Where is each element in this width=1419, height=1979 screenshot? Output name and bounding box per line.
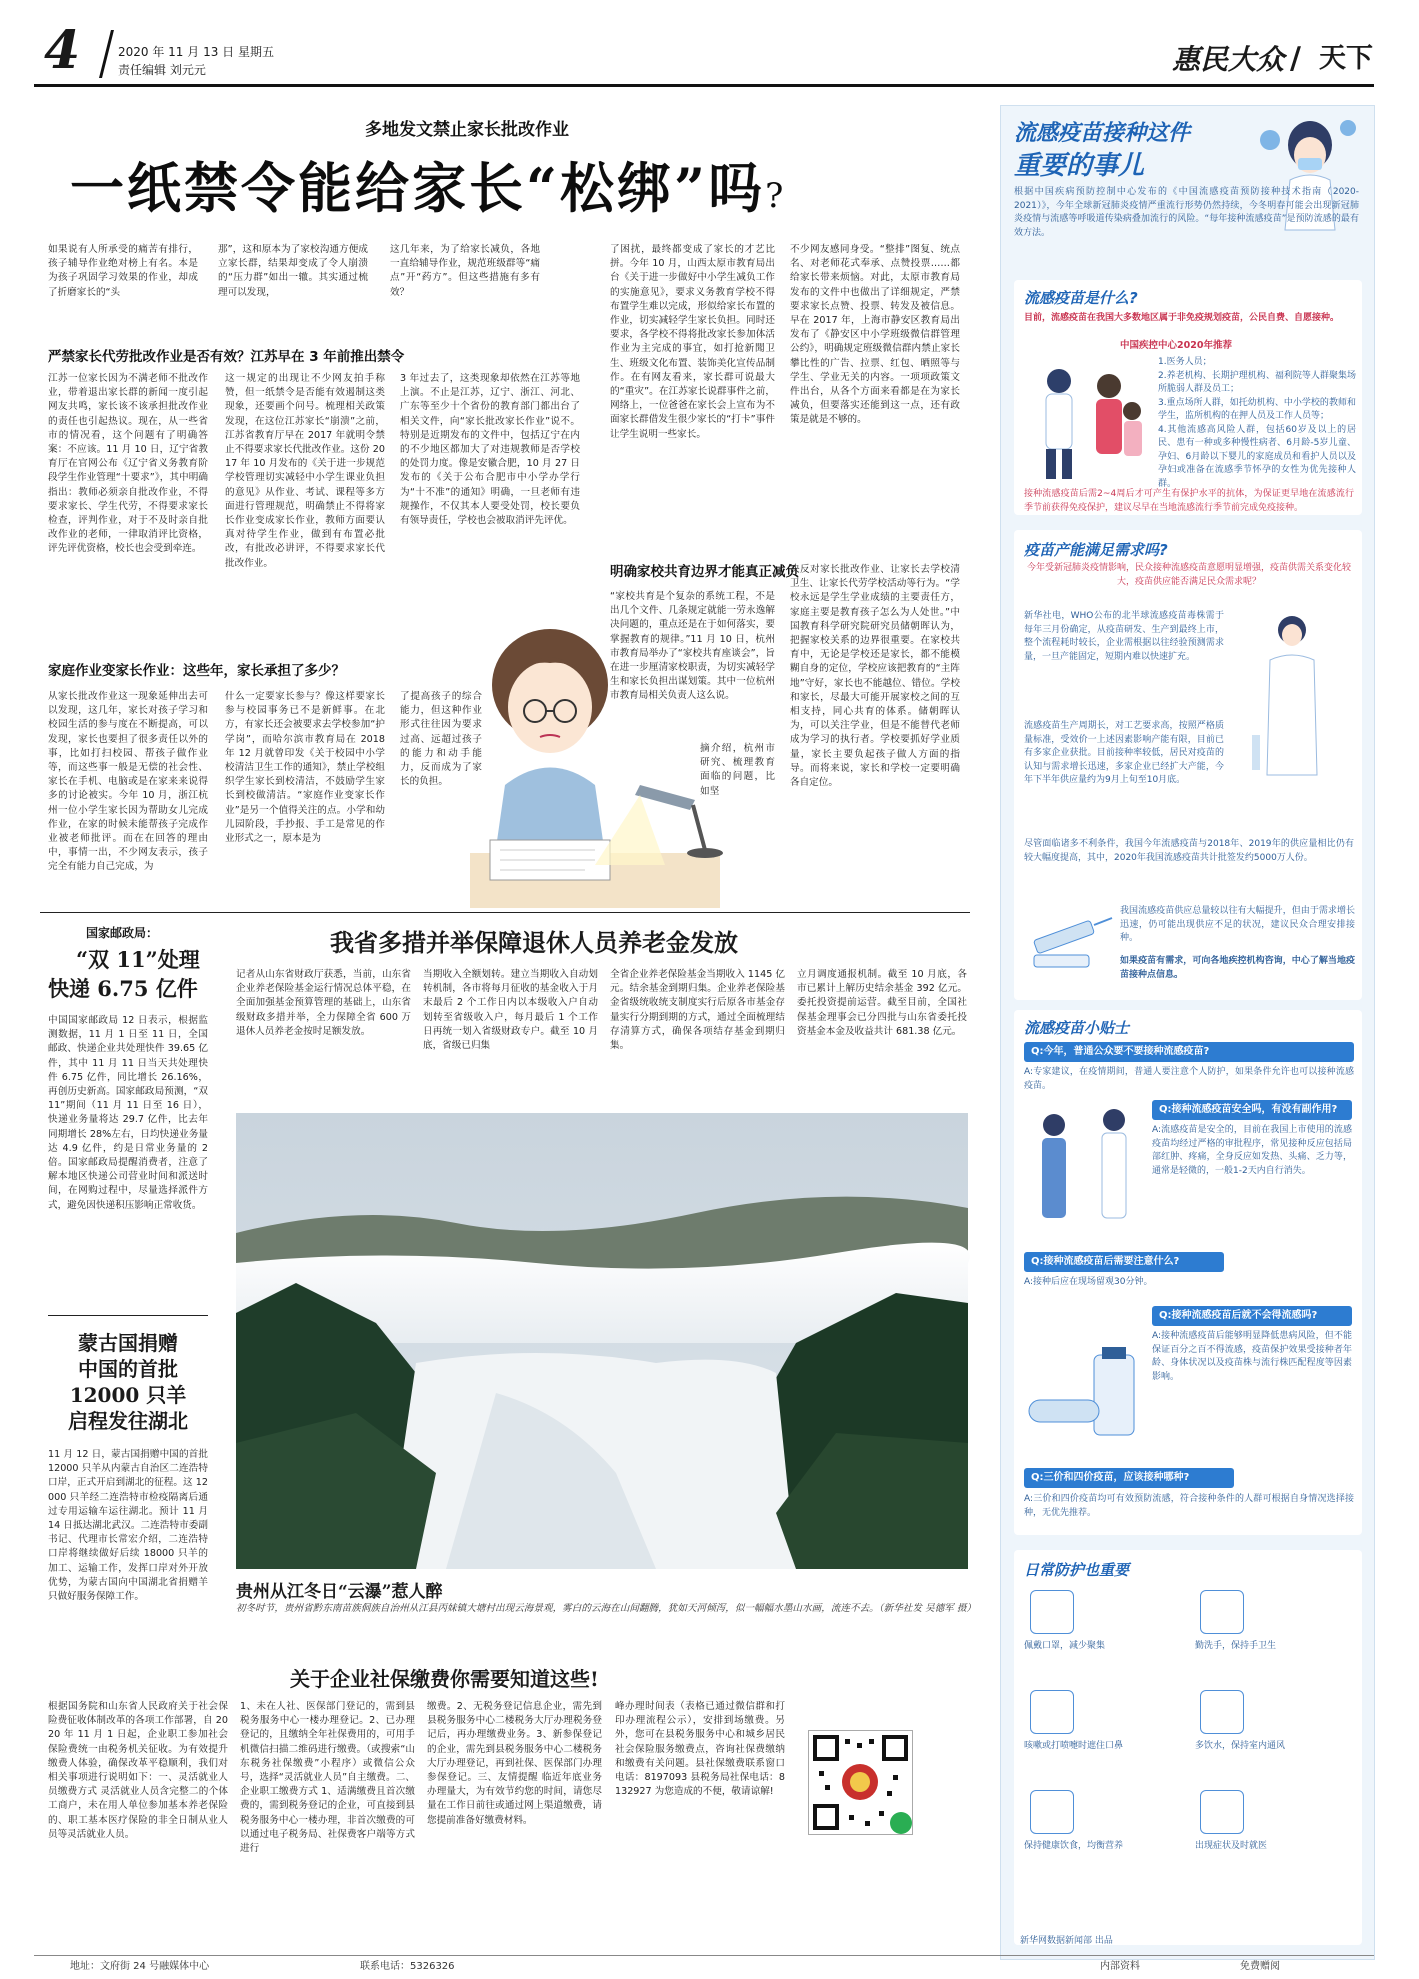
- page-number: 4: [44, 20, 81, 81]
- faq-question-3[interactable]: Q:接种流感疫苗后需要注意什么?: [1024, 1252, 1224, 1272]
- editor-credit: 责任编辑 刘元元: [118, 63, 206, 77]
- card1-list: 1.医务人员； 2.养老机构、长期护理机构、福利院等人群聚集场所脆弱人群及员工； 3.重点场所人群，如托幼机构、中小学校的教师和学生，监所机构的在押人员及工作人员等； 4.其他流感高风险人群，包括60岁及以上的居民、患有一种或多种慢性病者、6月龄-5岁儿童、孕妇、6月龄以下婴儿的家庭成员和看护人员以及孕妇或准备在流感季节怀孕的女性为优先接种人群。: [1158, 357, 1356, 489]
- section-name: 天下: [1319, 43, 1373, 74]
- sneeze-icon: [1030, 1690, 1074, 1734]
- tip-5: 保持健康饮食，均衡营养: [1024, 1841, 1124, 1851]
- faq-answer-5: A:三价和四价疫苗均可有效预防流感，符合接种条件的人群可根据自身情况选择接种，无优先推荐。: [1024, 1494, 1354, 1518]
- card2-para-2: 流感疫苗生产周期长，对工艺要求高，按照严格质量标准，受效价一上述因素影响产能有限，目前已有多家企业获批。目前接种率较低，居民对疫苗的认知与需求增长迅速，多家企业已经扩大产能，今年下半年供应量约为9月上旬至10月底。: [1024, 721, 1224, 785]
- masthead-rule: [34, 84, 1374, 87]
- page-number-slash: [76, 30, 114, 78]
- footer-rule: [34, 1955, 1374, 1956]
- card2-para-3: 尽管面临诸多不利条件，我国今年流感疫苗与2018年、2019年的供应量相比仍有较大幅度提高，其中，2020年我国流感疫苗共计批签发约5000万人份。: [1024, 839, 1354, 863]
- footer-address: 地址：文府街 24 号融媒体中心: [70, 1961, 210, 1972]
- tip-4: 多饮水，保持室内通风: [1195, 1741, 1286, 1751]
- pension-col-3: 全省企业养老保险基金当期收入 1145 亿元。结余基金到期归集。企业养老保险基金省级统收统支制度实行后原各市基金存量实行分期到期的方式，通过全面梳理结存清算方式，确保各项结存基金到期归集。: [610, 969, 785, 1052]
- faq-question-2[interactable]: Q:接种流感疫苗安全吗，有没有副作用?: [1152, 1100, 1352, 1120]
- jiangsu-col-1: 江苏一位家长因为不满老师不批改作业，带着退出家长群的新闻一度引起网友共鸣，家长该不该承担批改作业的责任也引起热议。现在，从一些省市的情况看，这个问题有了明确答案：不应该。11 月 10 日，辽宁省教育厅在官网公布《辽宁省义务教育阶段学生作业管理“十要求”》，其中明确指出：教师必须亲自批改作业，不得要求家长、学生代劳，不得要求家长检查，评判作业，对于不及时亲自批改作业的老师，一律取消评比资格，评先评优资格，校长也会受到牵连。: [48, 373, 208, 555]
- pension-col-4: 立月调度通报机制。截至 10 月底，各市已累计上解历史结余基金 392 亿元。委托投资提前运营。截至目前，全国社保基金理事会已分四批与山东省委托投资基金本金及收益共计 681.38 亿元。: [797, 969, 967, 1037]
- social-col-1: 根据国务院和山东省人民政府关于社会保险费征收体制改革的各项工作部署，自 2020 年 11 月 1 日起，企业职工参加社会保险费统一由税务机关征收。为有效提升缴费人体验，确保改革平稳顺利，我们对相关事项进行说明如下：一、灵活就业人员缴费方式 灵活就业人员含完整二的个体工商户，未在用人单位参加基本养老保险的、职工基本医疗保险的非全日制从业人员等灵活就业人员。: [48, 1701, 228, 1840]
- panel-title-1: 流感疫苗接种这件: [1014, 121, 1191, 146]
- mongolia-headline: 蒙古国捐赠 中国的首批 12000 只羊 启程发往湖北: [68, 1331, 188, 1433]
- faq-answer-1: A:专家建议，在疫情期间，普通人要注意个人防护，如果条件允许也可以接种流感疫苗。: [1024, 1067, 1354, 1091]
- card1-lead: 目前，流感疫苗在我国大多数地区属于非免疫规划疫苗，公民自费、自愿接种。: [1024, 313, 1340, 323]
- faq-question-5[interactable]: Q:三价和四价疫苗，应该接种哪种?: [1024, 1468, 1234, 1488]
- food-icon: [1030, 1790, 1074, 1834]
- card2-lead: 今年受新冠肺炎疫情影响，民众接种流感疫苗意愿明显增强，疫苗供需关系变化较大，疫苗供应能否满足民众需求呢？: [1026, 563, 1351, 587]
- jiangsu-col-3: 3 年过去了，这类现象却依然在江苏等地上演。不止是江苏，辽宁、浙江、河北、广东等至少十个省份的教育部门都出台了相关文件，向“家长批改家长作业”说不。特别是近期发布的文件中，包括辽宁在内的不少地区都加大了对违规教师是否学校的处罚力度。像是安徽合肥，10 月 27 日发布的《关于公布合肥市中小学办学行为“十不准”的通知》明确，一旦老师有违规操作，不仅其本人要受处罚，校长要负有领导责任，学校也会被取消评先评优。: [400, 373, 580, 527]
- jiangsu-col-2: 这一规定的出现让不少网友拍手称赞，但一纸禁令是否能有效遏制这类现象，还要画个问号。梳理相关政策发现，在这位江苏家长“崩溃”之前，江苏省教育厅早在 2017 年就明令禁止不得要求家长代批改作业。这份 2017 年 10 月发布的《关于进一步规范学校管理切实减轻中小学生课业负担的意见》从作业、考试、课程等多方面进行管理规范，明确禁止不得将家长作业变成家长作业，教师方面要认真对待学生作业，做到有布置必批改，有批改必讲评，不得要求家长代批改作业。: [225, 373, 385, 569]
- card1-note: 接种流感疫苗后需2~4周后才可产生有保护水平的抗体，为保证更早地在流感流行季节前获得免疫保护，建议尽早在当地流感流行季节前完成免疫接种。: [1024, 489, 1354, 513]
- tip-2: 勤洗手，保持手卫生: [1195, 1641, 1277, 1651]
- newspaper-name: 惠民大众: [1171, 43, 1284, 76]
- family-col-3: 了提高孩子的综合能力，但这种作业形式往往因为要求过高、远超过孩子的能力和动手能力，反而成为了家长的负担。: [400, 691, 482, 788]
- card2-para-4: 我国流感疫苗供应总量较以往有大幅提升，但由于需求增长迅速，仍可能出现供应不足的状况，建议民众合理安排接种。: [1120, 906, 1355, 943]
- subhead-edu: 明确家校共育边界才能真正减负: [610, 564, 799, 580]
- handwash-icon: [1200, 1590, 1244, 1634]
- panel-source: 新华网数据新闻部 出品: [1020, 1936, 1113, 1946]
- edu-col-3: 决反对家长批改作业、让家长去学校清卫生、让家长代劳学校活动等行为。“学校永远是学生学业成绩的主要责任方，家庭主要是教育孩子怎么为人处世。”中国教育科学研究院研究员储朝晖认为，把握家校关系的边界很重要。在家校共育中，无论是学校还是家长，都不能模糊自身的定位，学校应该把教育的“主阵地”守好，家长也不能越位、错位。学校和家长，尽最大可能开展家校之间的互相支持，同心共育的体系。储朝晖认为，可以关注学业，但是不能替代老师成为学习的执行者。学校要抓好学业质量，家长主要负起孩子做人方面的指导。而将来说，家长和学校一定要明确各自定位。: [790, 564, 960, 789]
- section-divider: /: [1290, 41, 1301, 76]
- family-col-1: 从家长批改作业这一现象延伸出去可以发现，这几年，家长对孩子学习和校园生活的参与度在不断提高，可以发现，家长也要担了很多责任以外的事，比如打扫校园、帮孩子做作业等，而这些事一般是无偿的社会性、家长在手机、电脑或是在家来来说得多的讨论被实。今年 10 月，浙江杭州一位小学生家长因为帮助女儿完成作业，在家的时候未能帮孩子完成作业被老师批评。而在在回答的理由中，事情一出，不少网友表示，孩子完全有能力自己完成，为: [48, 691, 208, 873]
- card3-title: 流感疫苗小贴士: [1024, 1019, 1130, 1037]
- lead-col-2: 那”，这和原本为了家校沟通方便成立家长群，结果却变成了令人崩溃的“压力群”如出一辙。其实通过梳理可以发现，: [218, 244, 368, 298]
- edu-col-1: “家校共育是个复杂的系统工程，不是出几个文件、几条规定就能一劳永逸解决问题的，重点还是在于如何落实，要掌握教育的规律。”11 月 10 日，杭州市教育局举办了“家校共育座谈会”，旨在进一步厘清家校职责，为切实减轻学生和家长负担出谋划策。其中一位杭州市教育局相关负责人这么说。: [610, 591, 775, 702]
- mask-icon: [1030, 1590, 1074, 1634]
- card1-subtitle: 中国疾控中心2020年推荐: [1120, 340, 1232, 351]
- mongolia-body: 11 月 12 日，蒙古国捐赠中国的首批 12000 只羊从内蒙古自治区二连浩特口岸，正式开启到湖北的征程。这 12000 只羊经二连浩特市检疫隔离后通过专用运输车运往湖北。预计 11 月 14 日抵达湖北武汉。二连浩特市委副书记、代理市长常宏介绍，二连浩特口岸将继续做好后续 18000 只羊的加工、运输工作，发挥口岸对外开放优势，为蒙古国向中国湖北省捐赠羊只做好服务保障工作。: [48, 1449, 208, 1603]
- panel-intro: 根据中国疾病预防控制中心发布的《中国流感疫苗预防接种技术指南（2020-2021）》，今年全球新冠肺炎疫情严重流行形势仍然持续，今冬明春可能会出现新冠肺炎疫情与流感等呼吸道传染病叠加流行的风险。“每年接种流感疫苗”是预防流感的最有效方法。: [1014, 187, 1359, 238]
- tip-3: 咳嗽或打喷嚏时遮住口鼻: [1024, 1741, 1124, 1751]
- lead-col-1: 如果说有人所承受的痛苦有排行，孩子辅导作业绝对榜上有名。本是为孩子巩固学习效果的作业，却成了折磨家长的“头: [48, 244, 198, 298]
- homework-illustration: [465, 625, 730, 910]
- vaccine-vial-illustration: [1024, 1345, 1149, 1450]
- hospital-icon: [1200, 1790, 1244, 1834]
- ecommerce-body: 中国国家邮政局 12 日表示，根据监测数据，11 月 1 日至 11 日，全国邮政、快递企业共处理快件 39.65 亿件，其中 11 月 11 日当天共处理快件 6.75 亿件，同比增长 26.16%，再创历史新高。国家邮政局预测，“双 11”期间（11 月 11 日至 16 日），快递业务量将达 29.7 亿件，比去年同期增长 28%左右，日均快递业务量达 4.9 亿件，约是日常业务量的 2 倍。国家邮政局提醒消费者，注意了解本地区快递公司营业时间和派送时间，在网购过程中，尽量选择派件方式，避免因快递积压影响正常收货。: [48, 1015, 208, 1211]
- faq-question-4[interactable]: Q:接种流感疫苗后就不会得流感吗?: [1152, 1306, 1352, 1326]
- card1-title: 流感疫苗是什么?: [1024, 289, 1138, 307]
- doctor-illustration: [1232, 605, 1352, 775]
- tip-6: 出现症状及时就医: [1195, 1841, 1268, 1851]
- card2-para-5: 如果疫苗有需求，可向各地疾控机构咨询，中心了解当地疫苗接种点信息。: [1120, 956, 1355, 980]
- card2-title: 疫苗产能满足需求吗?: [1024, 541, 1168, 559]
- edu-col-2: 摘介绍，杭州市研究、梳理教育面临的问题，比如坚: [700, 743, 775, 797]
- ecommerce-kicker: 国家邮政局：: [86, 926, 159, 940]
- pension-headline: 我省多措并举保障退休人员养老金发放: [330, 928, 738, 957]
- tip-1: 佩戴口罩，减少聚集: [1024, 1641, 1106, 1651]
- footer-phone: 联系电话：5326326: [360, 1961, 455, 1972]
- syringe-illustration: [1024, 900, 1114, 990]
- issue-date: 2020 年 11 月 13 日 星期五: [118, 45, 274, 59]
- lead-headline: 一纸禁令能给家长“松绑”吗?: [70, 156, 787, 220]
- family-illustration: [1024, 356, 1154, 486]
- mini-program-icon: [890, 1812, 912, 1834]
- faq-answer-2: A:流感疫苗是安全的，目前在我国上市使用的流感疫苗均经过严格的审批程序，常见接种反应包括局部红肿、疼痛，全身反应如发热、头痛、乏力等，通常是轻微的，一般1-2天内自行消失。: [1152, 1125, 1352, 1176]
- social-col-2: 1、未在人社、医保部门登记的，需到县税务服务中心一楼办理登记。2、已办理登记的，且缴纳全年社保费用的，可用手机微信扫描二维码进行缴费。（或搜索“山东税务社保缴费”小程序）或微信公众号，选择“灵活就业人员”自主缴费。二、企业职工缴费方式 1、适满缴费且首次缴费的，需到税务登记的企业，可直接到县税务服务中心一楼办理，非首次缴费的可以通过电子税务局、社保费客户端等方式进行: [240, 1701, 415, 1855]
- social-headline: 关于企业社保缴费你需要知道这些!: [290, 1667, 599, 1691]
- social-col-3: 缴费。2、无税务登记信息企业，需先到县税务服务中心二楼税务大厅办理税务登记后，再办理缴费业务。3、新参保登记的企业，需先到县税务服务中心二楼税务大厅办理登记，再到社保、医保部门办理参保登记。三、友情提醒 临近年底业务办理量大，为有效节约您的时间，请您尽量在工作日前往或通过网上渠道缴费，请您提前准备好缴费材料。: [427, 1701, 602, 1826]
- cloud-waterfall-photo: [236, 1113, 968, 1569]
- pension-col-1: 记者从山东省财政厅获悉，当前，山东省企业养老保险基金运行情况总体平稳，在全面加强基金预算管理的基础上，山东省级财政多措并举，全力保障全省 600 万退休人员养老金按时足额发放。: [236, 969, 411, 1037]
- subhead-jiangsu: 严禁家长代劳批改作业是否有效？江苏早在 3 年前推出禁令: [48, 349, 405, 365]
- social-col-4: 峰办理时间表（表格已通过微信群和打印办理流程公示），安排到场缴费。另外，您可在县税务服务中心和城乡居民社会保险服务缴费点，咨询社保费缴纳和缴费有关问题。县社保缴费联系窗口电话：8197093 县税务局社保电话：8132927 为您造成的不便，敬请谅解!: [615, 1701, 785, 1798]
- lead-col-3: 这几年来，为了给家长减负，各地一直给辅导作业，规范班级群等“痛点”开“药方”。但这些措施有多有效？: [390, 244, 540, 298]
- ecommerce-title-1: “双 11”处理: [76, 947, 200, 972]
- photo-caption-title: 贵州从江冬日“云瀑”惹人醉: [236, 1582, 443, 1602]
- card4-title: 日常防护也重要: [1024, 1561, 1130, 1579]
- photo-caption: 初冬时节，贵州省黔东南苗族侗族自治州从江县丙妹镇大塘村出现云海景观，雾白的云海在山间翻腾，犹如天河倾泻，似一幅幅水墨山水画，流连不去。（新华社发 吴德军 摄）: [236, 1603, 977, 1614]
- water-icon: [1200, 1690, 1244, 1734]
- family-col-2: 什么一定要家长参与？像这样要家长参与校园事务已不是新鲜事。在北方，有家长还会被要求去学校参加“护学岗”，而哈尔滨市教育局在 2018 年 12 月就曾印发《关于校园中小学校清洁卫生工作的通知》，禁止学校组织学生家长到校清洁，不鼓励学生家长到校做清洁。“家庭作业变家长作业”是另一个值得关注的点。小学和幼儿园阶段，手抄报、手工是常见的作业形式之一，原本是为: [225, 691, 385, 845]
- subhead-family: 家庭作业变家长作业：这些年，家长承担了多少？: [48, 663, 345, 679]
- footer-free: 免费赠阅: [1240, 1961, 1280, 1972]
- pension-col-2: 当期收入全额划转。建立当期收入自动划转机制，各市将每月征收的基金收入于月末最后 2 个工作日内以本级收入户自动划转至省级收入户，每月最后 1 个工作日再统一划入省级财政专户。截至 10 月底，省级已归集: [423, 969, 598, 1052]
- panel-title-2: 重要的事儿: [1014, 151, 1145, 181]
- ecommerce-title-2: 快递 6.75 亿件: [48, 976, 198, 1001]
- faq-question-1[interactable]: Q:今年，普通公众要不要接种流感疫苗?: [1024, 1042, 1354, 1062]
- faq-answer-3: A:接种后应在现场留观30分钟。: [1024, 1277, 1153, 1287]
- lead-kicker: 多地发文禁止家长批改作业: [365, 120, 569, 140]
- left-col-rule: [48, 1315, 208, 1316]
- footer-internal: 内部资料: [1100, 1961, 1140, 1972]
- faq-answer-4: A:接种流感疫苗后能够明显降低患病风险，但不能保证百分之百不得流感，疫苗保护效果受接种者年龄、身体状况以及疫苗株与流行株匹配程度等因素影响。: [1152, 1331, 1352, 1382]
- lead-bottom-rule: [40, 912, 970, 913]
- card2-para-1: 新华社电，WHO公布的北半球流感疫苗毒株需于每年三月份确定，从疫苗研发、生产到最终上市，整个流程耗时较长，企业需根据以往经验预测需求量，一旦产能固定，短期内难以快速扩充。: [1024, 611, 1224, 662]
- lead-col-4: 了困扰，最终都变成了家长的才艺比拼。今年 10 月，山西太原市教育局出台《关于进一步做好中小学生减负工作的实施意见》，要求义务教育学校不得布置学生难以完成，形似给家长布置的作业，切实减轻学生家长负担。同时还要求，各学校不得将批改家长参加体活作业为主完成的事宜，如打抢新聞卫生、班级文化布置、装饰美化宣传品制作。在有网友看来，家长群可说最大的“重灾”。在江苏家长说群事件之前，网络上，一位爸爸在家长会上宣布为不面家长群借发生很少家长的“打卡”事件让学生说明一些家长。: [610, 244, 775, 440]
- consultation-illustration: [1024, 1100, 1149, 1230]
- lead-col-5: 不少网友感同身受。“整排”图复、统点名、对老师花式奉承、点赞投票……都给家长带来烦恼。对此，太原市教育局发布的文件中也做出了详细规定，严禁要求家长点赞、投票、转发及被信息。早在 2017 年，上海市静安区教育局出发布了《静安区中小学班级微信群管理公约》，明确规定班级微信群内禁止家长攀比性的广告、拉票、红包、晒照等与学生、学业无关的内容。一项项政策文件出台，从各个方面来看都是在为家长减负，但要落实还能到这一点，还有政策是就是不够的。: [790, 244, 960, 426]
